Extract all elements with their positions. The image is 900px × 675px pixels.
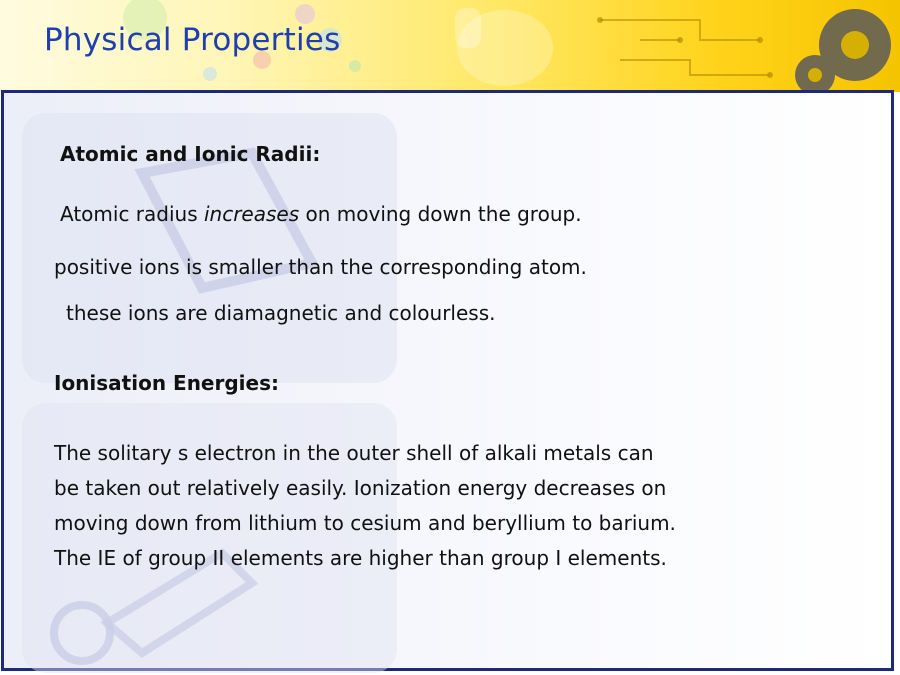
radii-line-1-post: on moving down the group. [299,202,582,226]
radii-line-3: these ions are diamagnetic and colourless. [66,301,496,325]
radii-line-1-pre: Atomic radius [60,202,204,226]
radii-line-1 [60,202,582,226]
ionisation-line: moving down from lithium to cesium and beryllium to barium. [54,511,676,535]
ionisation-heading: Ionisation Energies: [54,371,279,395]
radii-line-2: positive ions is smaller than the corresponding atom. [54,255,587,279]
ionisation-paragraph [54,436,676,576]
radii-heading: Atomic and Ionic Radii: [60,142,321,166]
ionisation-line: The solitary s electron in the outer shell of alkali metals can [54,441,654,465]
ionisation-line: The IE of group II elements are higher than group I elements. [54,546,667,570]
slide-title: Physical Properties [44,22,341,58]
ionisation-line: be taken out relatively easily. Ionization energy decreases on [54,476,667,500]
radii-line-1-emphasis: increases [203,202,300,226]
